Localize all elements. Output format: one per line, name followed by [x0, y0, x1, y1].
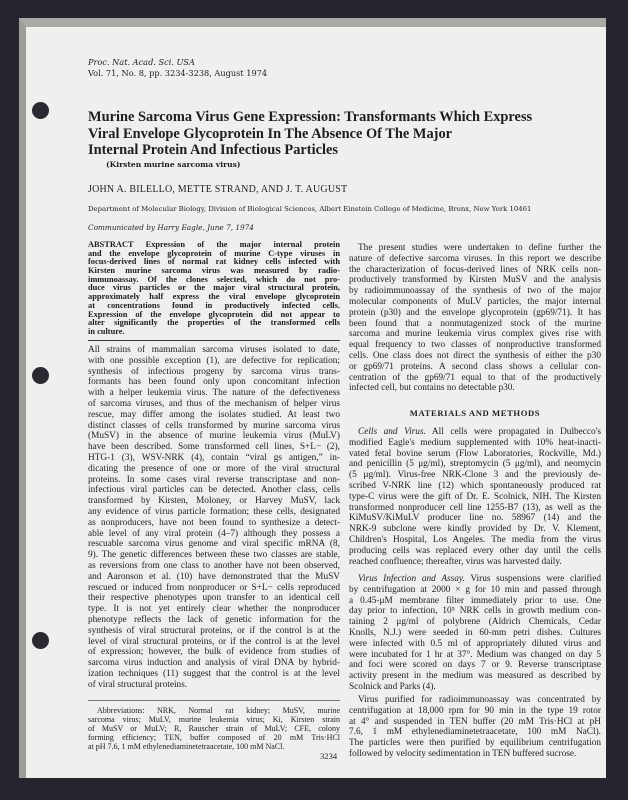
abbreviations-footnote	[88, 706, 340, 751]
text-line: productively transformed by Kirsten MuSV and the analysis	[349, 275, 601, 286]
abstract-divider	[88, 340, 340, 341]
text-line: alter significantly the properties of the transformed cells	[88, 318, 340, 328]
text-line: The present studies were undertaken to define further the	[358, 243, 601, 253]
text-line: as nonproducers, have not been found to synthesize a detect-	[88, 517, 340, 528]
cells-and-virus-section	[349, 427, 601, 567]
text-line: Children's Hospital, Los Angeles. The media from the virus	[349, 534, 601, 545]
text-line: approximately half express the viral envelope glycoprotein	[88, 292, 340, 302]
text-line: Kirsten murine sarcoma virus was measured by radio-	[88, 266, 340, 276]
text-line: by centrifugation at 2000 × g for 10 min and passed through	[349, 584, 601, 595]
text-line: centration of the gp69/71 equal to that of the productively	[349, 372, 601, 383]
text-line: and the envelope glycoprotein of murine C-type viruses in	[88, 248, 340, 258]
title-line: Murine Sarcoma Virus Gene Expression: Transformants Which Express	[88, 109, 533, 125]
text-line: centrifugation at 18,000 rpm for 90 min in the type 19 rotor	[349, 705, 601, 716]
journal-volume: Vol. 71, No. 8, pp. 3234-3238, August 1974	[88, 67, 268, 78]
text-line: rescued or induced from nonproducer or S+L− cells reproduced	[88, 582, 340, 593]
text-line: transformed nonproducer cell line 1255-B7 (13), as well as the	[349, 502, 601, 513]
text-line: rescue, may differ among the isolates studied. At least two	[88, 409, 340, 420]
text-run: All cells were propagated in Dulbecco's	[425, 427, 601, 437]
text-line: focus-derived lines of normal rat kidney cells infected with	[88, 257, 340, 267]
text-line: HTG-1 (3), WSV-NRK (4), contain “viral gs antigen,” in-	[88, 452, 340, 463]
affiliation: Department of Molecular Biology, Division of Biological Sciences, Albert Einstein College of Medicine, Bronx, New York 10461	[88, 205, 532, 213]
text-line: of expression; however, the bulk of evidence from studies of	[88, 647, 340, 658]
text-line: dicating the presence of one or more of the viral structural	[88, 463, 340, 474]
text-line: or gp69/71 proteins. A second class shows a cellular con-	[349, 361, 601, 372]
text-line: of sarcoma viruses, and thus of the mechanism of helper virus	[88, 398, 340, 409]
text-line: able level of any viral protein (4–7) although they possess a	[88, 528, 340, 539]
text-line: producing cells was replaced every other day until the cells	[349, 545, 601, 556]
communicated-by: Communicated by Harry Eagle, June 7, 1974	[88, 223, 254, 232]
text-line: Knolls, N.J.) were seeded in 60-mm petri dishes. Cultures	[349, 627, 601, 638]
introduction-left	[88, 345, 340, 691]
text-line: ization techniques (11) suggest that the control is at the level	[88, 668, 340, 679]
run-in-heading: Virus Infection and Assay.	[358, 574, 465, 584]
text-line: type. It is not yet entirely clear whether the nonproducer	[88, 604, 340, 615]
text-line: (MuSV) in the absence of murine leukemia virus (MuLV)	[88, 431, 340, 442]
authors: JOHN A. BILELLO, METTE STRAND, AND J. T. AUGUST	[88, 184, 348, 195]
text-line: and penicillin (5 μg/ml), streptomycin (5 μg/ml), and neomycin	[349, 459, 601, 470]
text-line: vated fetal bovine serum (Flow Laboratories, Rockville, Md.)	[349, 448, 601, 459]
journal-header	[88, 57, 267, 78]
text-line: reached confluence; thereafter, virus was harvested daily.	[349, 556, 562, 567]
text-line: as reversions from one class to another have not been observed,	[88, 560, 340, 571]
text-line: were infected with 0.5 ml of appropriately diluted virus and	[349, 638, 601, 649]
page-number: 3234	[320, 751, 338, 761]
punch-hole	[32, 102, 49, 119]
text-line: sarcoma virus; MuLV, murine leukemia virus; Ki, Kirsten strain	[88, 715, 340, 724]
text-line: proteins. In some cases viral reverse transcriptase and non-	[88, 474, 340, 485]
text-line: transformed by Kirsten, Moloney, or Harvey MuSV, lack	[88, 496, 340, 507]
section-heading-methods: MATERIALS AND METHODS	[409, 408, 541, 418]
text-line: protein (p30) and the envelope glycoprotein (gp69/71). It has	[349, 307, 601, 318]
text-line: distinct classes of cells transformed by murine sarcoma virus	[88, 420, 340, 431]
text-line: All strains of mammalian sarcoma viruses isolated to date,	[88, 345, 340, 355]
text-line: with one possible exception (1), are defective for replication;	[88, 355, 340, 366]
punch-hole	[32, 367, 49, 384]
text-line: rescuable sarcoma virus genome and viral specific mRNA (8,	[88, 539, 340, 550]
text-line: The particles were then purified by equilibrium centrifugation	[349, 738, 601, 749]
punch-hole	[32, 632, 49, 649]
text-line: KiMuSV/KiMuLV producer line no. 58967 (14) and the	[349, 513, 601, 524]
text-line: 9). The genetic differences between these two classes are stable,	[88, 550, 340, 561]
text-line: type-C virus were the gift of Dr. E. Scolnick, NIH. The Kirsten	[349, 491, 601, 502]
text-line: equal frequency to two classes of nonproductive transformed	[349, 340, 601, 351]
text-line: sarcoma and murine leukemia virus complex gives rise with	[349, 329, 601, 340]
abstract	[88, 241, 340, 337]
text-line: nature of defective sarcoma viruses. In this report we describe	[349, 253, 601, 264]
text-line: phenotype reflects the lack of genetic information for the	[88, 614, 340, 625]
run-in-heading: Cells and Virus.	[358, 427, 426, 437]
text-line: followed by velocity sedimentation in TEN buffered sucrose.	[349, 748, 577, 759]
text-line: Virus purified for radioimmunoassay was concentrated by	[358, 695, 601, 705]
text-line: NRK-9 subclone were kindly provided by Dr. V. Klement,	[349, 524, 601, 535]
text-run: Virus suspensions were clarified	[464, 574, 602, 584]
text-line: day prior to infection, 10⁵ NRK cells in growth medium con-	[349, 606, 601, 617]
text-line: at pH 7.6, 1 mM ethylenediaminetetraacetate, 100 mM NaCl.	[88, 742, 285, 751]
paper-subtitle: (Kirsten murine sarcoma virus)	[106, 160, 241, 169]
text-line: forming efficiency; TEN, buffer composed of 20 mM Tris·HCl	[88, 733, 340, 742]
text-line: 7.6, 1 mM ethylenediaminetetraacetate, 100 mM NaCl).	[349, 727, 601, 738]
title-line: Internal Protein And Infectious Particles	[88, 142, 338, 158]
purification-paragraph	[349, 695, 601, 760]
text-line: cells. One class does not direct the synthesis of either the p30	[349, 350, 601, 361]
text-line: the characterization of focus-derived lines of NRK cells non-	[349, 264, 601, 275]
text-line	[349, 574, 601, 585]
text-line: of viral structural proteins.	[88, 679, 188, 690]
text-line: ABSTRACT Expression of the major internal protein	[88, 240, 340, 249]
text-line: modified Eagle's medium supplemented with 10% heat-inacti-	[349, 437, 601, 448]
text-line: Expression of the envelope glycoprotein did not appear to	[88, 309, 340, 319]
text-line: infectious viral particles can be detected. Another class, cells	[88, 485, 340, 496]
text-line: been found that a nonmutagenized stock of the murine	[349, 318, 601, 329]
text-line: level of viral structural proteins, or if the control is at the level	[88, 636, 340, 647]
text-line: immunoassay. Of the clones selected, which do not pro-	[88, 274, 340, 284]
text-line: formants has been found only upon concomitant infection	[88, 377, 340, 388]
text-line: their respective phenotypes upon transfer to an identical cell	[88, 593, 340, 604]
text-line: sarcoma virus induction and analysis of viral DNA by hybrid-	[88, 658, 340, 669]
text-line: taining 2 μg/ml of polybrene (Aldrich Chemicals, Cedar	[349, 617, 601, 628]
text-line: scribed V-NRK line (12) which spontaneously produced rat	[349, 480, 601, 491]
text-line: and foci were scored on days 7 or 9. Reverse transcriptase	[349, 660, 601, 671]
text-line: synthesis of viral structural proteins, or if the control is at the	[88, 625, 340, 636]
text-line: Abbreviations: NRK, Normal rat kidney; MuSV, murine	[97, 706, 340, 715]
text-line: Scolnick and Parks (4).	[349, 681, 436, 692]
text-line: have been described. Some transformed cell lines, S+L− (2),	[88, 442, 340, 453]
text-line: at 4° and suspended in TEN buffer (20 mM Tris·HCl at pH	[349, 716, 601, 727]
text-line: a 0.45-μM membrane filter immediately prior to use. One	[349, 595, 601, 606]
text-line: with a helper leukemia virus. The nature of the defectiveness	[88, 388, 340, 399]
journal-name: Proc. Nat. Acad. Sci. USA	[88, 57, 195, 67]
text-line: were incubated for 1 hr at 37°. Medium was changed on day 5	[349, 649, 601, 660]
text-line: molecular components of MuLV particles, the major internal	[349, 296, 601, 307]
text-line: by radioimmunoassay of the synthesis of two of the major	[349, 286, 601, 297]
virus-infection-section	[349, 574, 601, 693]
text-line: at concentrations found in productively infected cells.	[88, 300, 340, 310]
title-line: Viral Envelope Glycoprotein In The Absence Of The Major	[88, 125, 453, 142]
text-line: infected cell, but contains no detectable p30.	[349, 383, 515, 394]
text-line: of MuSV or MuLV; R, Rauscher strain of MuLV; CFE, colony	[88, 724, 340, 733]
paper-title	[88, 109, 558, 159]
text-line	[349, 427, 601, 438]
text-line: duce virus particles or the major viral structural protein,	[88, 283, 340, 293]
text-line: in culture.	[88, 326, 125, 336]
text-line: (5 μg/ml). Virus-free NRK-Clone 3 and the previously de-	[349, 470, 601, 481]
text-line: any evidence of virus particle formation; these cells, designated	[88, 506, 340, 517]
text-line: and Aaronson et al. (10) have demonstrated that the MuSV	[88, 571, 340, 582]
text-line: activity present in the medium was measured as described by	[349, 671, 601, 682]
introduction-right	[349, 243, 601, 394]
text-line: synthesis of infectious progeny by sarcoma virus trans-	[88, 366, 340, 377]
footnote-divider	[88, 700, 340, 701]
